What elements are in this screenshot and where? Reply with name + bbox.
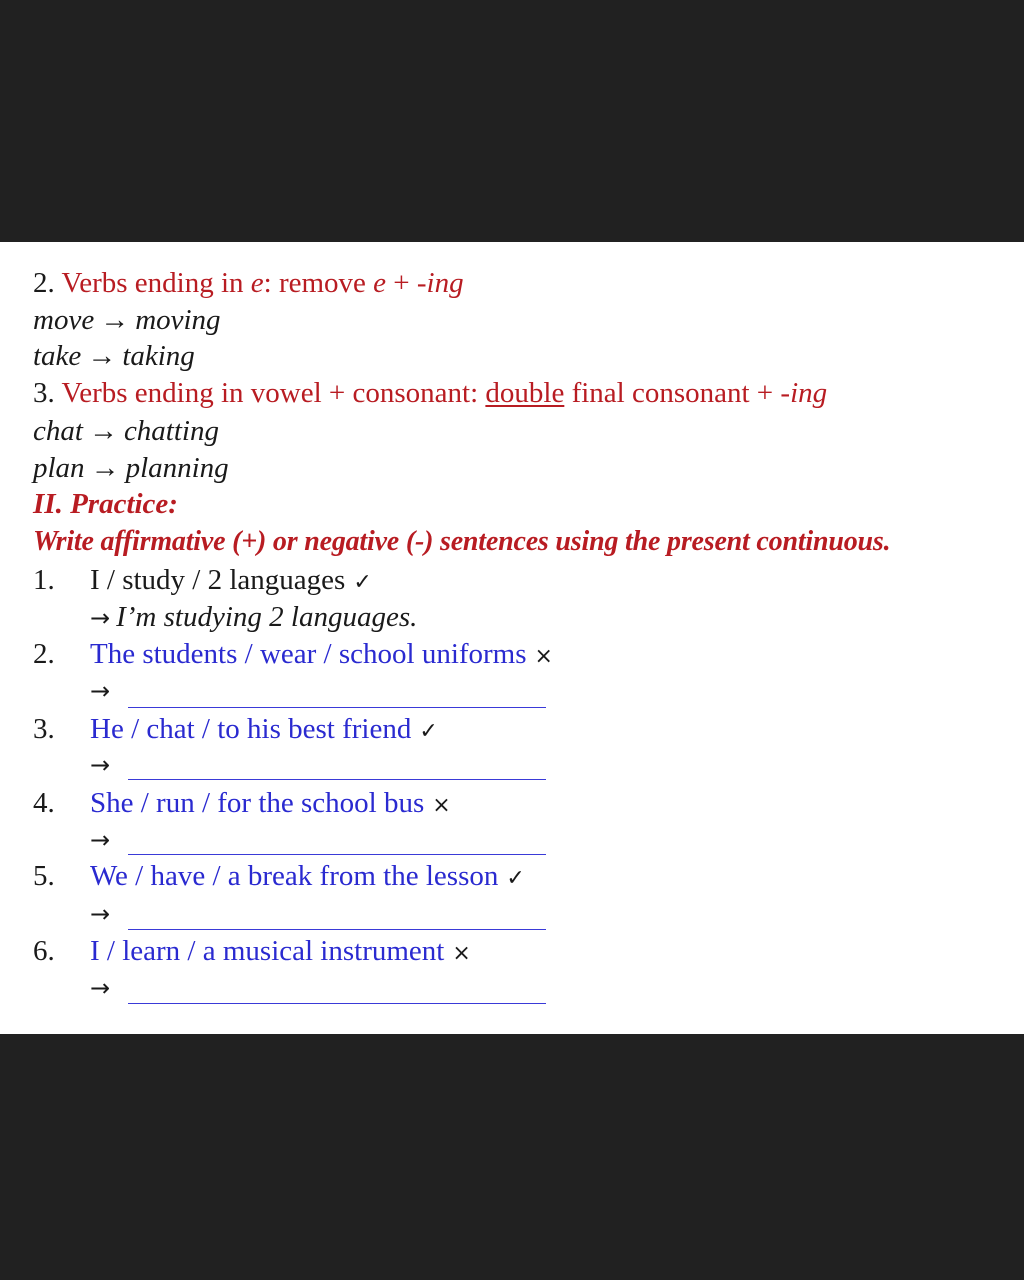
example-chat: chat → chatting: [33, 415, 219, 447]
arrow-icon: →: [90, 974, 111, 1002]
exercise-item-3: 3. He / chat / to his best friend ✓: [33, 713, 438, 745]
worksheet: [0, 242, 1024, 1034]
answer-6-arrow: [90, 970, 110, 1005]
rule-2: 2. Verbs ending in e: remove e + -ing: [33, 267, 464, 299]
cross-icon: ×: [432, 793, 451, 818]
arrow-icon: →: [90, 751, 111, 779]
rule-3: 3. Verbs ending in vowel + consonant: double final consonant + -ing: [33, 377, 828, 409]
check-icon: ✓: [353, 570, 372, 595]
answer-2-blank[interactable]: [128, 707, 546, 708]
arrow-icon: →: [90, 604, 111, 632]
example-take: take → taking: [33, 340, 195, 372]
arrow-icon: →: [90, 826, 111, 854]
arrow-icon: →: [90, 900, 111, 928]
cross-icon: ×: [452, 941, 471, 966]
check-icon: ✓: [506, 866, 525, 891]
exercise-item-1: 1. I / study / 2 languages ✓: [33, 564, 372, 596]
exercise-item-5: 5. We / have / a break from the lesson ✓: [33, 860, 525, 892]
answer-2-arrow: [90, 673, 110, 708]
example-move: move → moving: [33, 304, 221, 336]
arrow-icon: →: [90, 677, 111, 705]
answer-5-arrow: [90, 896, 110, 931]
practice-heading: II. Practice:: [33, 488, 178, 520]
exercise-item-2: 2. The students / wear / school uniforms ×: [33, 638, 553, 670]
answer-4-blank[interactable]: [128, 854, 546, 855]
exercise-item-4: 4. She / run / for the school bus ×: [33, 787, 451, 819]
cross-icon: ×: [534, 644, 553, 669]
check-icon: ✓: [419, 719, 438, 744]
answer-4-arrow: [90, 822, 110, 857]
sample-answer: I’m studying 2 languages.: [116, 601, 418, 633]
example-plan: plan → planning: [33, 452, 229, 484]
exercise-item-6: 6. I / learn / a musical instrument ×: [33, 935, 471, 967]
answer-1: [90, 600, 417, 635]
answer-3-arrow: [90, 747, 110, 782]
answer-6-blank[interactable]: [128, 1003, 546, 1004]
answer-5-blank[interactable]: [128, 929, 546, 930]
answer-3-blank[interactable]: [128, 779, 546, 780]
practice-instruction: Write affirmative (+) or negative (-) sentences using the present continuous.: [33, 526, 891, 557]
